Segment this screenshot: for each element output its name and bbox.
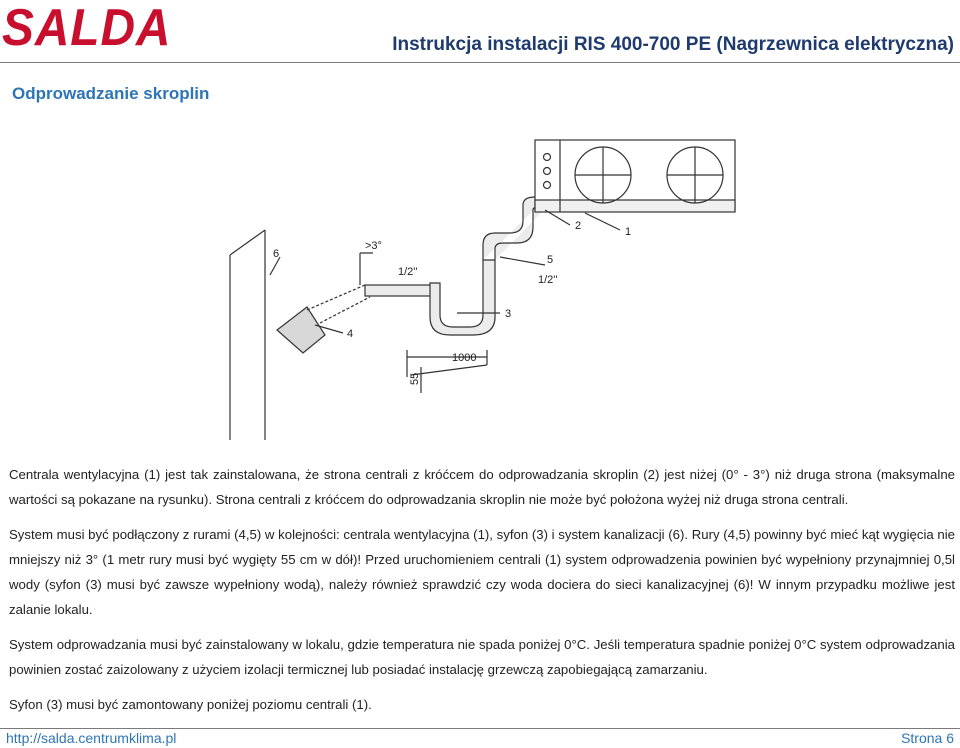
- leader-5: [500, 257, 545, 265]
- footer-divider: [0, 728, 960, 729]
- page-number: Strona 6: [901, 730, 954, 746]
- label-6: 6: [273, 248, 280, 260]
- paragraph-1: Centrala wentylacyjna (1) jest tak zainstalowana, że strona centrali z króćcem do odprowadzania skroplin (2) jest niżej (0° - 3°) niż druga strona (maksymalne wartości są pokazane na rysunku). Strona centrali z króćcem do odprowadzania skroplin nie może być położona wyżej niż druga strona centrali.: [9, 467, 955, 507]
- label-55: 55: [409, 372, 421, 385]
- document-title: Instrukcja instalacji RIS 400-700 PE (Nagrzewnica elektryczna): [392, 34, 954, 55]
- label-4: 4: [347, 328, 354, 340]
- leader-1: [585, 213, 620, 230]
- paragraph-3: System odprowadzania musi być zainstalowany w lokalu, gdzie temperatura nie spada poniżej 0°C. Jeśli temperatura spadnie poniżej 0°C system odprowadzania powinien zostać zaizolowany z użyciem izolacji termicznej lub posiadać instalację grzewczą zapobiegającą zamarzaniu.: [9, 637, 955, 677]
- paragraph-2: System musi być podłączony z rurami (4,5) w kolejności: centrala wentylacyjna (1), syfon (3) i system kanalizacji (6). Rury (4,5) powinny być mieć kąt wygięcia nie mniejszy niż 3° (1 metr rury musi być wygięty 55 cm w dół)! Przed uruchomieniem centrali (1) system odprowadzenia powinien być wypełniony przynajmniej 0,5l wody (syfon (3) musi być zawsze wypełniony wodą), należy również sprawdzić czy woda dociera do sieci kanalizacyjnej (6)! W innym przypadku możliwe jest zalanie lokalu.: [9, 527, 955, 617]
- label-2: 2: [575, 220, 582, 232]
- dim-55: [411, 365, 487, 393]
- label-1: 1: [625, 226, 632, 238]
- condensate-drain-diagram: [225, 135, 755, 445]
- syphon-3: [430, 260, 495, 335]
- body-text: [9, 462, 955, 727]
- sewer-inlet: [277, 307, 325, 353]
- sewer-pipe: [230, 230, 265, 440]
- label-5: 5: [547, 254, 554, 266]
- label-1000: 1000: [452, 352, 477, 364]
- pipe-horizontal: [365, 285, 435, 296]
- header-divider: [0, 62, 960, 63]
- pipe-4: [307, 285, 370, 323]
- label-pipe-right: 1/2'': [538, 274, 558, 286]
- paragraph-4: Syfon (3) musi być zamontowany poniżej poziomu centrali (1).: [9, 697, 372, 712]
- salda-logo: SALDA: [2, 0, 172, 57]
- label-pipe-left: 1/2'': [398, 266, 418, 278]
- label-slope: >3°: [365, 240, 382, 252]
- section-title: Odprowadzanie skroplin: [12, 84, 210, 103]
- slope-indicator: [360, 253, 373, 285]
- label-3: 3: [505, 308, 512, 320]
- footer-link[interactable]: http://salda.centrumklima.pl: [6, 730, 177, 746]
